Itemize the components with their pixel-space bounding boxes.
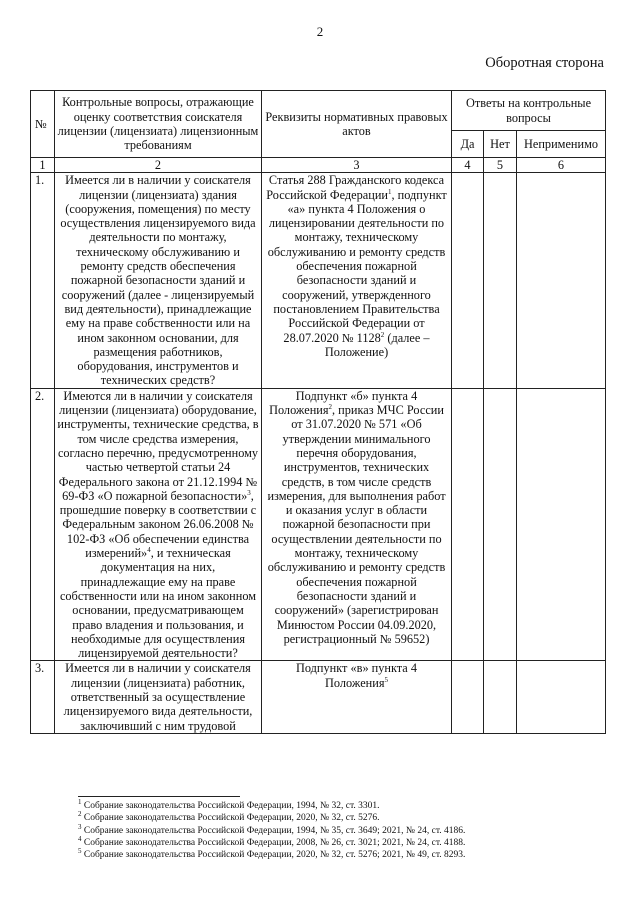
footnotes xyxy=(78,796,598,861)
column-number: 1 xyxy=(31,158,55,173)
header-answers: Ответы на контрольные вопросы xyxy=(452,91,606,131)
footnote: $^4$ Собрание законодательства Российской Федерации, 2008, № 26, ст. 3021; 2021, № 24, ст. 4188. xyxy=(78,834,466,848)
footnote: $^5$ Собрание законодательства Российской Федерации, 2020, № 32, ст. 5276; 2021, № 49, ст. 8293. xyxy=(78,847,466,861)
row-number: 2. xyxy=(31,388,55,661)
column-number: 5 xyxy=(484,158,517,173)
answer-yes-cell[interactable] xyxy=(452,661,484,734)
footnote-ref: 2 xyxy=(380,330,385,339)
answer-no-cell[interactable] xyxy=(484,661,517,734)
answer-yes-cell[interactable] xyxy=(452,173,484,388)
footnote-ref: 2 xyxy=(328,402,333,411)
row-number: 3. xyxy=(31,661,55,734)
act-cell: Подпункт «в» пункта 4 Положения$^5$ xyxy=(262,661,452,734)
header-acts: Реквизиты нормативных правовых актов xyxy=(262,91,452,158)
footnote-separator xyxy=(78,796,240,797)
act-cell: Подпункт «б» пункта 4 Положения$^2$, приказ МЧС России от 31.07.2020 № 571 «Об утверждении минимального перечня оборудования, инструментов, технических средств, в том числе средств измерения, для выполнения работ и оказания услуг в области пожарной безопасности при осуществлении деятельности по монтажу, техническому обслуживанию и ремонту средств обеспечения пожарной безопасности зданий и сооружений» (зарегистрирован Минюстом России 04.09.2020, регистрационный № 59652) xyxy=(262,388,452,661)
column-number: 3 xyxy=(262,158,452,173)
header-no: № xyxy=(31,91,55,158)
question-cell: Имеется ли в наличии у соискателя лицензии (лицензиата) здания (сооружения, помещения) по месту осуществления лицензируемого вида деятельности по монтажу, техническому обслуживанию и ремонту средств обеспечения пожарной безопасности зданий и сооружений (далее - лицензируемый вид деятельности), принадлежащие ему на праве собственности или на ином законном основании, для размещения работников, оборудования, инструментов и технических средств? xyxy=(55,173,262,388)
table-row xyxy=(31,388,606,661)
footnote-ref: 5 xyxy=(384,675,388,684)
column-number: 6 xyxy=(517,158,606,173)
act-cell: Статья 288 Гражданского кодекса Российской Федерации$^1$, подпункт «а» пункта 4 Положения о лицензировании деятельности по монтажу, техническому обслуживанию и ремонту средств обеспечения пожарной безопасности зданий и сооружений, утвержденного постановлением Правительства Российской Федерации от 28.07.2020 № 1128$^2$ (далее – Положение) xyxy=(262,173,452,388)
footnote-ref: 1 xyxy=(387,187,392,196)
header-no-answer: Нет xyxy=(484,131,517,158)
page-number: 2 xyxy=(316,24,324,39)
answer-no-cell[interactable] xyxy=(484,388,517,661)
answer-not-applicable-cell[interactable] xyxy=(517,661,606,734)
footnote: $^1$ Собрание законодательства Российской Федерации, 1994, № 32, ст. 3301. xyxy=(78,797,380,811)
header-yes: Да xyxy=(452,131,484,158)
column-number: 2 xyxy=(55,158,262,173)
side-label: Оборотная сторона xyxy=(485,55,604,71)
table-row xyxy=(31,661,606,734)
footnote-ref: 3 xyxy=(247,488,251,497)
footnote: $^3$ Собрание законодательства Российской Федерации, 1994, № 35, ст. 3649; 2021, № 24, ст. 4186. xyxy=(78,822,466,836)
answer-not-applicable-cell[interactable] xyxy=(517,173,606,388)
question-cell: Имеется ли в наличии у соискателя лицензии (лицензиата) работник, ответственный за осуществление лицензируемого вида деятельности, заключивший с ним трудовой xyxy=(55,661,262,734)
answer-no-cell[interactable] xyxy=(484,173,517,388)
column-numbers-row xyxy=(31,158,606,173)
footnote: $^2$ Собрание законодательства Российской Федерации, 2020, № 32, ст. 5276. xyxy=(78,810,380,824)
answer-yes-cell[interactable] xyxy=(452,388,484,661)
header-questions: Контрольные вопросы, отражающие оценку соответствия соискателя лицензии (лицензиата) лицензионным требованиям xyxy=(55,91,262,158)
checklist-table xyxy=(30,90,606,734)
answer-not-applicable-cell[interactable] xyxy=(517,388,606,661)
footnote-ref: 4 xyxy=(147,545,151,554)
table-row xyxy=(31,173,606,388)
header-not-applicable: Неприменимо xyxy=(517,131,606,158)
column-number: 4 xyxy=(452,158,484,173)
question-cell: Имеются ли в наличии у соискателя лицензии (лицензиата) оборудование, инструменты, технические средства, в том числе средства измерения, согласно перечню, предусмотренному частью четвертой статьи 24 Федерального закона от 21.12.1994 № 69-ФЗ «О пожарной безопасности»$^3$, прошедшие поверку в соответствии с Федеральным законом 26.06.2008 № 102-ФЗ «Об обеспечении единства измерений»$^4$, и техническая документация на них, принадлежащие ему на праве собственности или на ином законном основании, предусматривающем право владения и пользования, и необходимые для осуществления лицензируемой деятельности? xyxy=(55,388,262,661)
row-number: 1. xyxy=(31,173,55,388)
